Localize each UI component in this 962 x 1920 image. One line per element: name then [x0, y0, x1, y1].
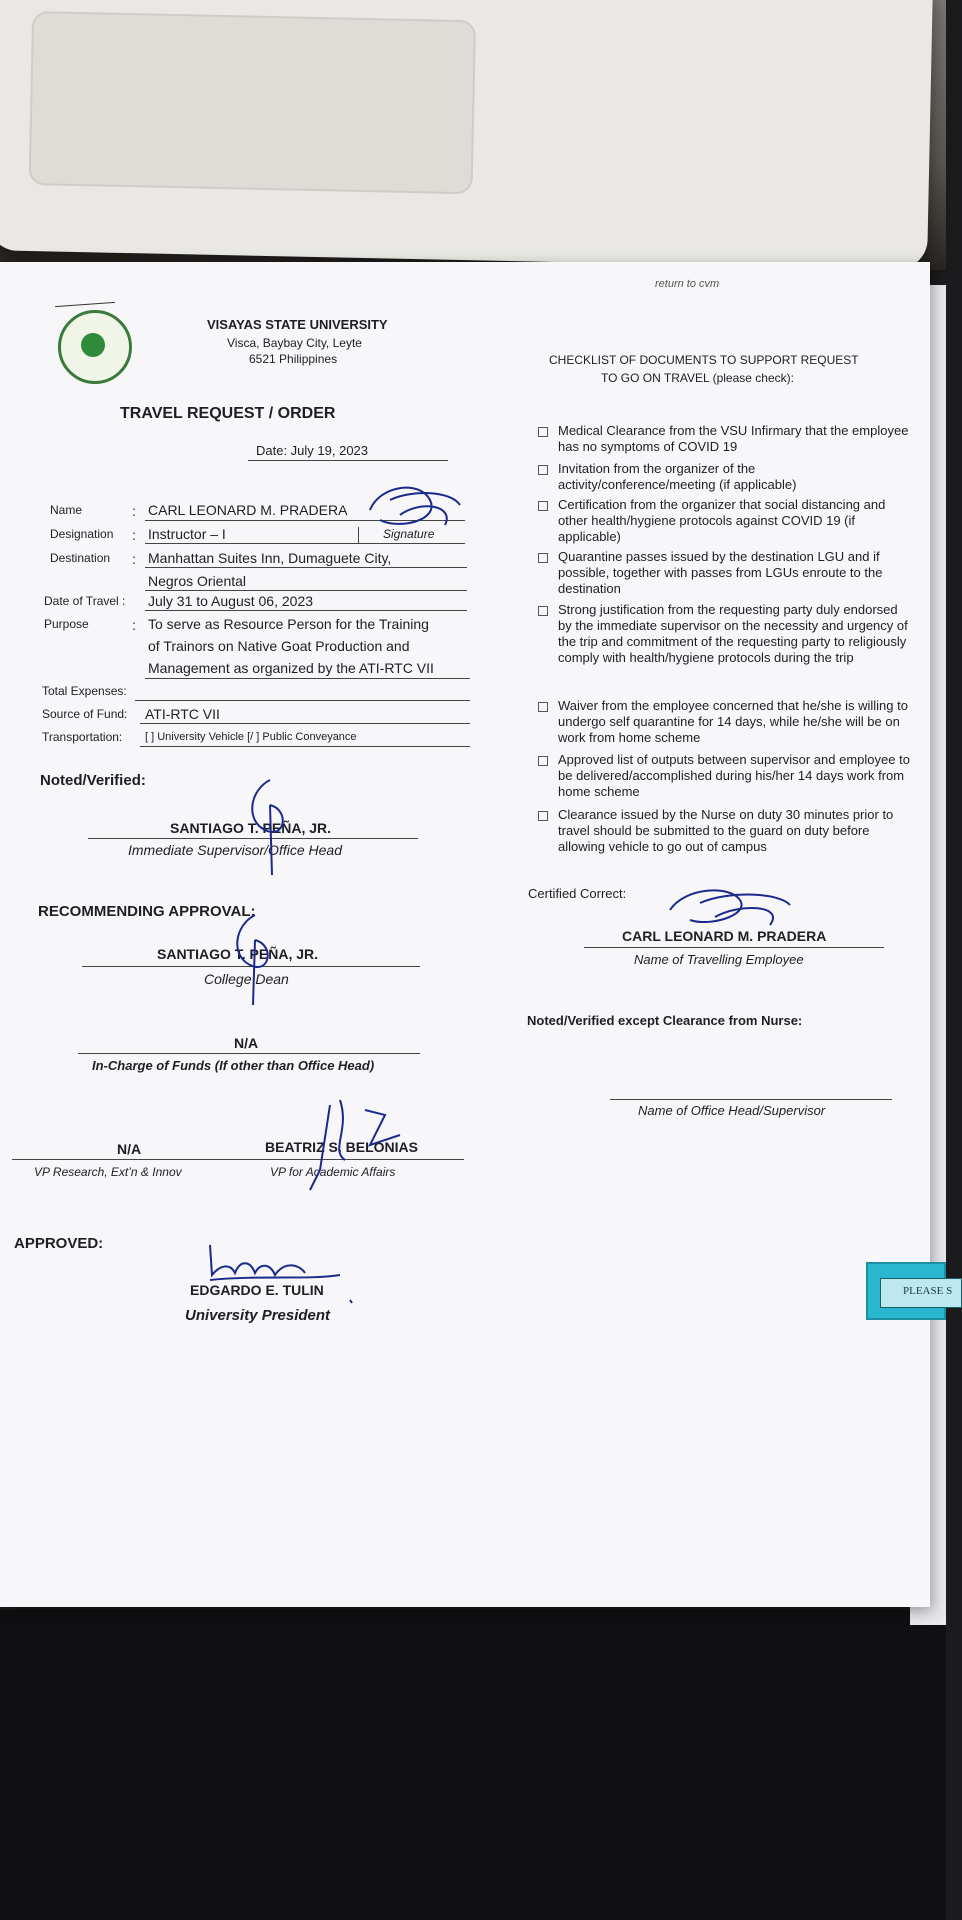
- employee-signature-scribble: [360, 480, 470, 540]
- purpose-underline: [145, 678, 470, 679]
- checkbox[interactable]: [538, 756, 548, 766]
- university-name: VISAYAS STATE UNIVERSITY: [207, 317, 388, 332]
- employee-title: Name of Travelling Employee: [634, 952, 804, 967]
- vp-academic-signature-scribble: [290, 1090, 410, 1200]
- funds-incharge-name: N/A: [234, 1035, 259, 1051]
- date-of-travel-value: July 31 to August 06, 2023: [148, 593, 314, 609]
- university-address-line2: 6521 Philippines: [249, 352, 338, 366]
- destination-underline2: [145, 590, 467, 591]
- designation-value: Instructor – I: [148, 526, 226, 542]
- checkbox[interactable]: [538, 553, 548, 563]
- purpose-label: Purpose: [44, 617, 89, 631]
- date-underline: [248, 460, 448, 461]
- funds-signature-line: [78, 1053, 420, 1054]
- total-expenses-label: Total Expenses:: [42, 684, 127, 698]
- vp-research-name: N/A: [117, 1141, 142, 1157]
- dean-name: SANTIAGO T. PEÑA, JR.: [157, 946, 319, 962]
- handwritten-note: return to cvm: [655, 278, 720, 290]
- employee-name: CARL LEONARD M. PRADERA: [622, 928, 827, 944]
- checklist-item: Waiver from the employee concerned that he/she is willing to undergo self quarantine for 14 days, while he/she will be on work from home scheme: [538, 698, 913, 746]
- destination-value-line1: Manhattan Suites Inn, Dumaguete City,: [148, 550, 392, 566]
- checklist-item: Invitation from the organizer of the activity/conference/meeting (if applicable): [538, 461, 913, 493]
- dean-title: College Dean: [204, 971, 289, 987]
- university-seal: [58, 310, 132, 384]
- laptop-surface: [0, 0, 933, 270]
- name-value: CARL LEONARD M. PRADERA: [148, 502, 348, 518]
- please-sign-button-inner: [880, 1278, 962, 1308]
- destination-underline1: [145, 567, 467, 568]
- checkbox[interactable]: [538, 501, 548, 511]
- approved-heading: APPROVED:: [14, 1235, 104, 1252]
- checklist-item: Strong justification from the requesting party duly endorsed by the immediate supervisor on the necessity and urgency of the trip and commitment of the requesting party to religiously comply with health/hygiene protocols during the trip: [538, 602, 913, 666]
- certified-correct-heading: Certified Correct:: [528, 886, 627, 901]
- source-of-fund-underline: [140, 723, 470, 724]
- checkbox[interactable]: [538, 427, 548, 437]
- supervisor-name: SANTIAGO T. PEÑA, JR.: [170, 820, 332, 836]
- noted-verified-heading: Noted/Verified:: [40, 772, 146, 789]
- vp-academic-title: VP for Academic Affairs: [270, 1165, 396, 1179]
- office-head-title: Name of Office Head/Supervisor: [638, 1103, 826, 1118]
- office-head-signature-line: [610, 1099, 892, 1100]
- source-of-fund-value: ATI-RTC VII: [145, 706, 220, 722]
- recommending-approval-heading: RECOMMENDING APPROVAL:: [38, 903, 256, 920]
- checkbox[interactable]: [538, 702, 548, 712]
- please-sign-button-label: PLEASE S: [903, 1285, 953, 1297]
- signature-divider: [358, 527, 359, 543]
- supervisor-signature-scribble: [240, 770, 300, 880]
- laptop-trackpad: [29, 11, 477, 194]
- destination-colon: :: [132, 551, 136, 567]
- please-sign-button[interactable]: [866, 1262, 953, 1320]
- request-date: Date: July 19, 2023: [256, 443, 369, 458]
- designation-colon: :: [132, 527, 136, 543]
- signature-label: Signature: [383, 527, 435, 541]
- employee-signature-line: [584, 947, 884, 948]
- transportation-underline: [140, 746, 470, 747]
- transportation-value: [ ] University Vehicle [/ ] Public Conveyance: [145, 731, 357, 743]
- checklist-item: Clearance issued by the Nurse on duty 30 minutes prior to travel should be submitted to the guard on duty before allowing vehicle to go out of campus: [538, 807, 913, 855]
- purpose-value-line2: of Trainors on Native Goat Production and: [148, 638, 410, 654]
- noted-except-heading: Noted/Verified except Clearance from Nurse:: [527, 1013, 803, 1028]
- certified-signature-scribble: [660, 885, 800, 935]
- form-title: TRAVEL REQUEST / ORDER: [120, 405, 336, 422]
- checklist-item: Approved list of outputs between supervisor and employee to be delivered/accomplished during his/her 14 days work from home scheme: [538, 752, 913, 800]
- funds-incharge-title: In-Charge of Funds (If other than Office Head): [92, 1058, 375, 1073]
- checkbox[interactable]: [538, 606, 548, 616]
- university-address-line1: Visca, Baybay City, Leyte: [227, 336, 362, 350]
- source-of-fund-label: Source of Fund:: [42, 707, 128, 721]
- checkbox[interactable]: [538, 811, 548, 821]
- president-signature-scribble: [200, 1235, 360, 1315]
- total-expenses-underline: [135, 700, 470, 701]
- checklist-title-line1: CHECKLIST OF DOCUMENTS TO SUPPORT REQUEST: [549, 353, 859, 367]
- checkbox[interactable]: [538, 465, 548, 475]
- vp-academic-name: BEATRIZ S. BELONIAS: [265, 1139, 418, 1155]
- checklist-item: Quarantine passes issued by the destination LGU and if possible, together with passes from LGUs enroute to the destination: [538, 549, 913, 597]
- president-name: EDGARDO E. TULIN: [190, 1282, 324, 1298]
- background-dark: [0, 1610, 946, 1920]
- date-of-travel-label: Date of Travel :: [44, 594, 126, 608]
- president-title: University President: [185, 1307, 331, 1324]
- destination-value-line2: Negros Oriental: [148, 573, 247, 589]
- vp-research-title: VP Research, Ext’n & Innov: [34, 1165, 182, 1179]
- name-label: Name: [50, 503, 83, 517]
- checklist-title-line2: TO GO ON TRAVEL (please check):: [601, 371, 794, 385]
- designation-label: Designation: [50, 527, 114, 541]
- supervisor-title: Immediate Supervisor/Office Head: [128, 842, 342, 858]
- destination-label: Destination: [50, 551, 111, 565]
- purpose-colon: :: [132, 617, 136, 633]
- date-of-travel-underline: [145, 610, 467, 611]
- name-colon: :: [132, 503, 136, 519]
- designation-underline: [145, 543, 465, 544]
- dean-signature-scribble: [225, 905, 285, 1015]
- transportation-label: Transportation:: [42, 730, 123, 744]
- purpose-value-line1: To serve as Resource Person for the Training: [148, 616, 429, 632]
- checklist-item: Certification from the organizer that social distancing and other health/hygiene protocols against COVID 19 (if applicable): [538, 497, 913, 545]
- checklist-item: Medical Clearance from the VSU Infirmary that the employee has no symptoms of COVID 19: [538, 423, 913, 455]
- purpose-value-line3: Management as organized by the ATI-RTC VII: [148, 660, 434, 676]
